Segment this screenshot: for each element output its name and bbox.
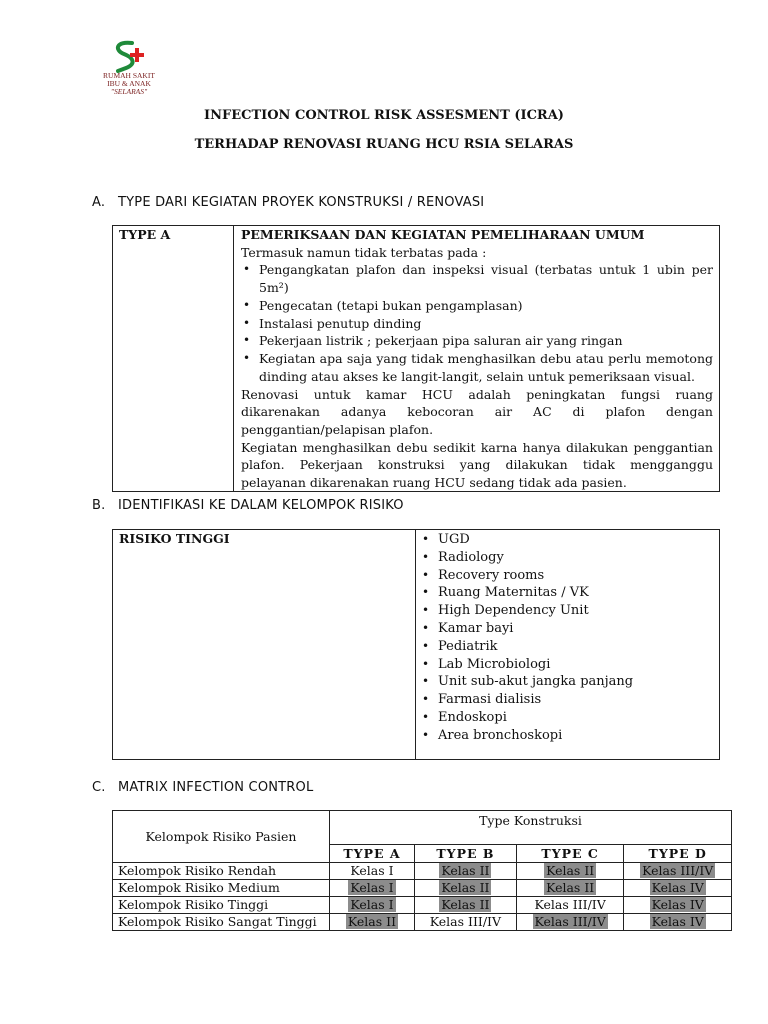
list-item: • Pengecatan (tetapi bukan pengamplasan) (259, 297, 713, 315)
section-b-heading: B. IDENTIFIKASI KE DALAM KELOMPOK RISIKO (92, 498, 404, 513)
col-group-header: Type Konstruksi (330, 811, 732, 845)
list-item: • Endoskopi (438, 709, 715, 727)
matrix-cell: Kelas III/IV (516, 897, 624, 914)
list-item: • Lab Microbiologi (438, 656, 715, 674)
table-row (113, 880, 732, 897)
risk-group-table (112, 529, 720, 760)
type-item-list (241, 261, 713, 386)
row-label: Kelompok Risiko Medium (113, 880, 330, 897)
row-label: Kelompok Risiko Rendah (113, 863, 330, 880)
matrix-cell: Kelas II (330, 914, 415, 931)
matrix-cell: Kelas III/IV (516, 914, 624, 931)
matrix-cell: Kelas III/IV (414, 914, 516, 931)
type-label-cell: TYPE A (113, 226, 234, 492)
section-a-heading: A. TYPE DARI KEGIATAN PROYEK KONSTRUKSI / RENOVASI (92, 195, 485, 210)
matrix-cell: Kelas II (414, 897, 516, 914)
activity-paragraph: Kegiatan menghasilkan debu sedikit karna hanya dilakukan penggantian plafon. Pekerjaan konstruksi yang dilakukan tidak mengganggu pelayanan dikarenakan ruang HCU sedang tidak ada pasien. (241, 439, 713, 490)
matrix-cell: Kelas I (330, 863, 415, 880)
list-item: • Pengangkatan plafon dan inspeksi visual (terbatas untuk 1 ubin per 5m²) (259, 261, 713, 297)
infection-control-matrix (112, 810, 732, 931)
col-header: TYPE C (516, 845, 624, 863)
type-intro: Termasuk namun tidak terbatas pada : (241, 244, 487, 260)
type-description-cell (234, 226, 720, 492)
matrix-cell: Kelas I (330, 897, 415, 914)
matrix-cell: Kelas IV (624, 880, 732, 897)
type-title: PEMERIKSAAN DAN KEGIATAN PEMELIHARAAN UMUM (241, 227, 645, 242)
matrix-cell: Kelas I (330, 880, 415, 897)
list-item: • Farmasi dialisis (438, 691, 715, 709)
list-item: • High Dependency Unit (438, 602, 715, 620)
row-label: Kelompok Risiko Sangat Tinggi (113, 914, 330, 931)
document-title: INFECTION CONTROL RISK ASSESMENT (ICRA) (204, 108, 564, 123)
matrix-cell: Kelas II (516, 863, 624, 880)
col-header: TYPE D (624, 845, 732, 863)
construction-type-table (112, 225, 720, 492)
logo-text: RUMAH SAKIT IBU & ANAK "SELARAS" (103, 71, 155, 96)
list-item: • Recovery rooms (438, 567, 715, 585)
list-item: • Kamar bayi (438, 620, 715, 638)
row-label: Kelompok Risiko Tinggi (113, 897, 330, 914)
matrix-cell: Kelas II (516, 880, 624, 897)
list-item: • Radiology (438, 549, 715, 567)
renovation-paragraph: Renovasi untuk kamar HCU adalah peningkatan fungsi ruang dikarenakan adanya kebocoran air AC di plafon dengan penggantian/pelapisan plafon. (241, 386, 713, 437)
risk-areas-cell (416, 530, 720, 760)
list-item: • Pediatrik (438, 638, 715, 656)
row-header-cell: Kelompok Risiko Pasien (113, 811, 330, 863)
list-item: • UGD (438, 531, 715, 549)
matrix-cell: Kelas IV (624, 897, 732, 914)
section-c-heading: C. MATRIX INFECTION CONTROL (92, 780, 314, 795)
matrix-cell: Kelas II (414, 863, 516, 880)
list-item: • Ruang Maternitas / VK (438, 584, 715, 602)
list-item: • Kegiatan apa saja yang tidak menghasilkan debu atau perlu memotong dinding atau akses ke langit-langit, selain untuk pemeriksaan visual. (259, 350, 713, 386)
matrix-cell: Kelas II (414, 880, 516, 897)
list-item: • Unit sub-akut jangka panjang (438, 673, 715, 691)
table-row (113, 897, 732, 914)
list-item: • Pekerjaan listrik ; pekerjaan pipa saluran air yang ringan (259, 332, 713, 350)
list-item: • Area bronchoskopi (438, 727, 715, 745)
matrix-cell: Kelas III/IV (624, 863, 732, 880)
matrix-cell: Kelas IV (624, 914, 732, 931)
col-header: TYPE A (330, 845, 415, 863)
list-item: • Instalasi penutup dinding (259, 315, 713, 333)
risk-label-cell: RISIKO TINGGI (113, 530, 416, 760)
table-row (113, 863, 732, 880)
col-header: TYPE B (414, 845, 516, 863)
table-row (113, 914, 732, 931)
document-subtitle: TERHADAP RENOVASI RUANG HCU RSIA SELARAS (194, 137, 574, 152)
